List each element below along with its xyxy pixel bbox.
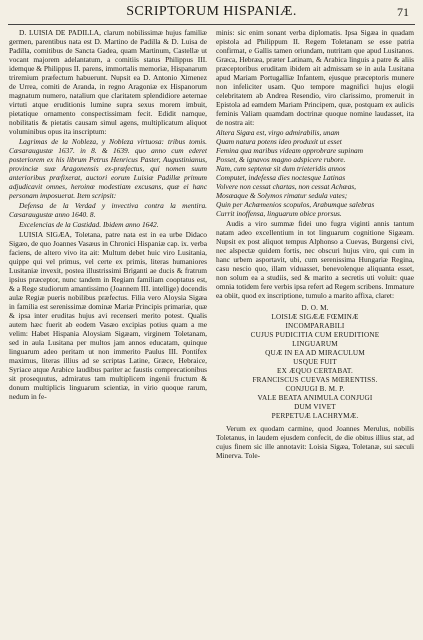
verse-quotation — [216, 128, 414, 218]
paragraph-marriage-death: Audis a viro summæ fidei uno fugra viginti annis tantum natam adeo excellentium in tot linguarum cognitione Sigæam. Nupsit ex post aliquot tempus Alphonso a Cuevas, Burgensi civi, nec alspectæ quidem fortis, nec obscuri hujus viro, qui cum in hanc urbem asportavit, ubi, cum serenissima Hungariæ Regina, casu nescio quo, illam viduasset, benevolenque aliquanta esset, non solum ea a studiis, sed & marito a secretis uti voluit: quae omnia totidem fere verbis ipsa refert ad Regem scribens. Immature ea obiit, quod ex inscriptione, tumulo a marito affixa, claret: — [216, 219, 414, 300]
paragraph-sigaea-continued: minis: sic enim sonant verba diplomatis. Ipsa Sigæa in quadam epistola ad Philippum II. Regem Toletanam se esse patria confirmat, e Gallis tamen oriundam, nutritam que apud Lusitanos. Græca, Hebræa, præter Latinam, & Arabica linguis a patre & aliis præceptoribus eruditam ibidem ait admissam se in aula Lusitana apud Mariam Portugalliæ Infantem, ejusque præceptoris munere non infeliciter usam. Quo tempore magnifici hujus elogii celebritatem ab Andrea Resendio, viro clarissimo, promeruit in Epistola ad eamdem Mariam Principem, quæ, postquam ex aulicis feminis Valiam quamdam doctrinæ quoque nomine laudasset, ita de nostra ait: — [216, 28, 414, 127]
verse-line: Volvere non cessat chartas, non cessat Achæas, — [216, 182, 356, 191]
work-title-defensa: Defensa de la Verdad y invectiva contra la mentira. Cæsaraugustæ anno 1640. 8. — [9, 201, 207, 219]
verse-line: Altera Sigæa est, virgo admirabilis, unam — [216, 128, 340, 137]
epitaph-line: VALE BEATA ANIMULA CONJUGI — [257, 394, 373, 402]
epitaph-line: PERPETUÆ LACHRYMÆ. — [271, 412, 359, 420]
epitaph-line: EX ÆQUO CERTABAT. — [277, 367, 353, 375]
page-number: 71 — [397, 5, 409, 19]
verse-line: Computet, indefessa dies noctesque Latinas — [216, 173, 346, 182]
right-column — [216, 28, 414, 636]
verse-line: Posset, & ignavos magno adspicere rubore. — [216, 155, 346, 164]
epitaph-line: D. O. M. — [301, 304, 329, 312]
verse-line: Currit inoffensa, linguarum obice prorsus. — [216, 209, 342, 218]
paragraph-merulus: Verum ex quodam carmine, quod Joannes Merulus, nobilis Toletanus, in laudem ejusdem confecit, de die obitus illius stat, ad cujus finem sic ille annotavit: Loisia Sigæa, Toletanæ, sui sæculi Minerva. Tole- — [216, 424, 414, 460]
paragraph-sigaea: LUISIA SIGÆA, Toletana, patre nata est in ea urbe Didaco Sigæo, de quo Joannes Vasæus in Chronici Hispaniæ cap. ix. verba faciens, de altero vivo ita ait: Multum debet huic viro Lusitania, quippe qui vel primus, vel certe ex primis, literas humaniores Lusitaniæ invexit, postea illustrissimi Briganti ae ducis & fratrum ipsius præceptor, nunc tandem in Regiam familiam cooptatus est, & a Rege studiorum amantissimo (Joannem III. intellige) docendis aulæ Regiæ pueris nobilibus præfectus. Filia vero Aloysia Sigæa in familia est serenissimæ dominæ Mariæ Principis primariæ, quæ & ipsa inter eruditas hujus avi recenseri merito potest. Qualis autem hæc fuerit ab eodem Vasæo excipias potius quam a me velim: Habet Hispania Aloysiam Sigæam, virginem Toletanam, sed in aula Lusitana per multos jam annos educatam, quinque linguarum adeo peritam ut non immerito Paulus III. Pontifex maximus, literas illius ad se scriptas Latine, Græce, Hebraice, Syriace atque Arabice laudibus pariter ac faustis comprecationibus sit prosequutus, admiratus tam multiplicem ingenii fructum & donum multiplicis linguarum scientiæ, in virio quoque rarum, nedum in fe- — [9, 230, 207, 401]
epitaph-line: CUJUS PUDICITIA CUM ERUDITIONE — [250, 331, 380, 339]
work-title-excelencias: Excelencias de la Castidad. Ibidem anno 1642. — [19, 220, 159, 229]
header-rule — [8, 24, 415, 25]
epitaph-line: CONJUGI B. M. P. — [285, 385, 345, 393]
epitaph-line: FRANCISCUS CUEVAS MŒRENTISS. — [252, 376, 378, 384]
epitaph-line: LOISIÆ SIGÆÆ FŒMINÆ — [271, 313, 359, 321]
epitaph-line: INCOMPARABILI — [285, 322, 345, 330]
left-column — [9, 28, 207, 636]
epitaph-line: DUM VIVET — [294, 403, 336, 411]
verse-line: Quin per Achæmenios scopulos, Arabumque salebras — [216, 200, 375, 209]
verse-line: Quam natura potens ideo produxit ut esset — [216, 137, 342, 146]
epitaph-line: USQUE FUIT — [293, 358, 337, 366]
verse-line: Nam, cum septenæ sit dum trieteridis annos — [216, 164, 346, 173]
epitaph-line: QUÆ IN EA AD MIRACULUM — [265, 349, 365, 357]
epitaph-line: LINGUARUM — [292, 340, 338, 348]
epitaph-inscription — [216, 304, 414, 421]
running-head: SCRIPTORUM HISPANIÆ. — [126, 4, 297, 19]
verse-line: Mosæaque & Solymos rimatur sedula vates; — [216, 191, 348, 200]
page-header — [8, 4, 415, 26]
work-title-lagrimas: Lagrimas de la Nobleza, y Nobleza virtuosa: tribus tomis. Cæsaraugustæ 1637. in 8. & 1639. quo anno cum ederet posteriorem ex his librum Petrus Henricus Paster, Augustinianus, provinciæ suæ Aragonensis ex-præfectus, qui nomen suum anterioribus præfixerat, auctori eorum Luisiæ Padillæ primum adjudicavit omnes, heroinæ modestiam excusans, quæ ei hanc personam imposuerat. Item scripsit: — [9, 137, 207, 200]
paragraph-padilla: D. LUISIA DE PADILLA, clarum nobilissimæ hujus familiæ germen, parentibus nata est D. Martino de Padilla & D. Luisa de Padilla, comitibus de Sancta Gadea, quam Martinum, Castellæ ut vocant majorem adelantatum, a comitiis status Philippus III. idemque & Philippus II. parens, immortalis memoriæ, Hispanarum triremium præfectum habuerunt. Nupsit ea D. Antonio Ximenez de Urrea, comiti de Aranda, in regno Aragoniæ ex Hispanorum magnatum numero, natalium que claritatem splendidiore aeternae virtuti atque eruditionis lumine supra sexus morem imbuit, pietatique ornamento conspectissimam fecit. Edidit namque, nobilitatis & pietatis causam simul agens, multiplicatum aliquot voluminibus opus ita inscriptum: — [9, 28, 207, 136]
verse-line: Femina qua maribus videam opprobrare supinam — [216, 146, 364, 155]
